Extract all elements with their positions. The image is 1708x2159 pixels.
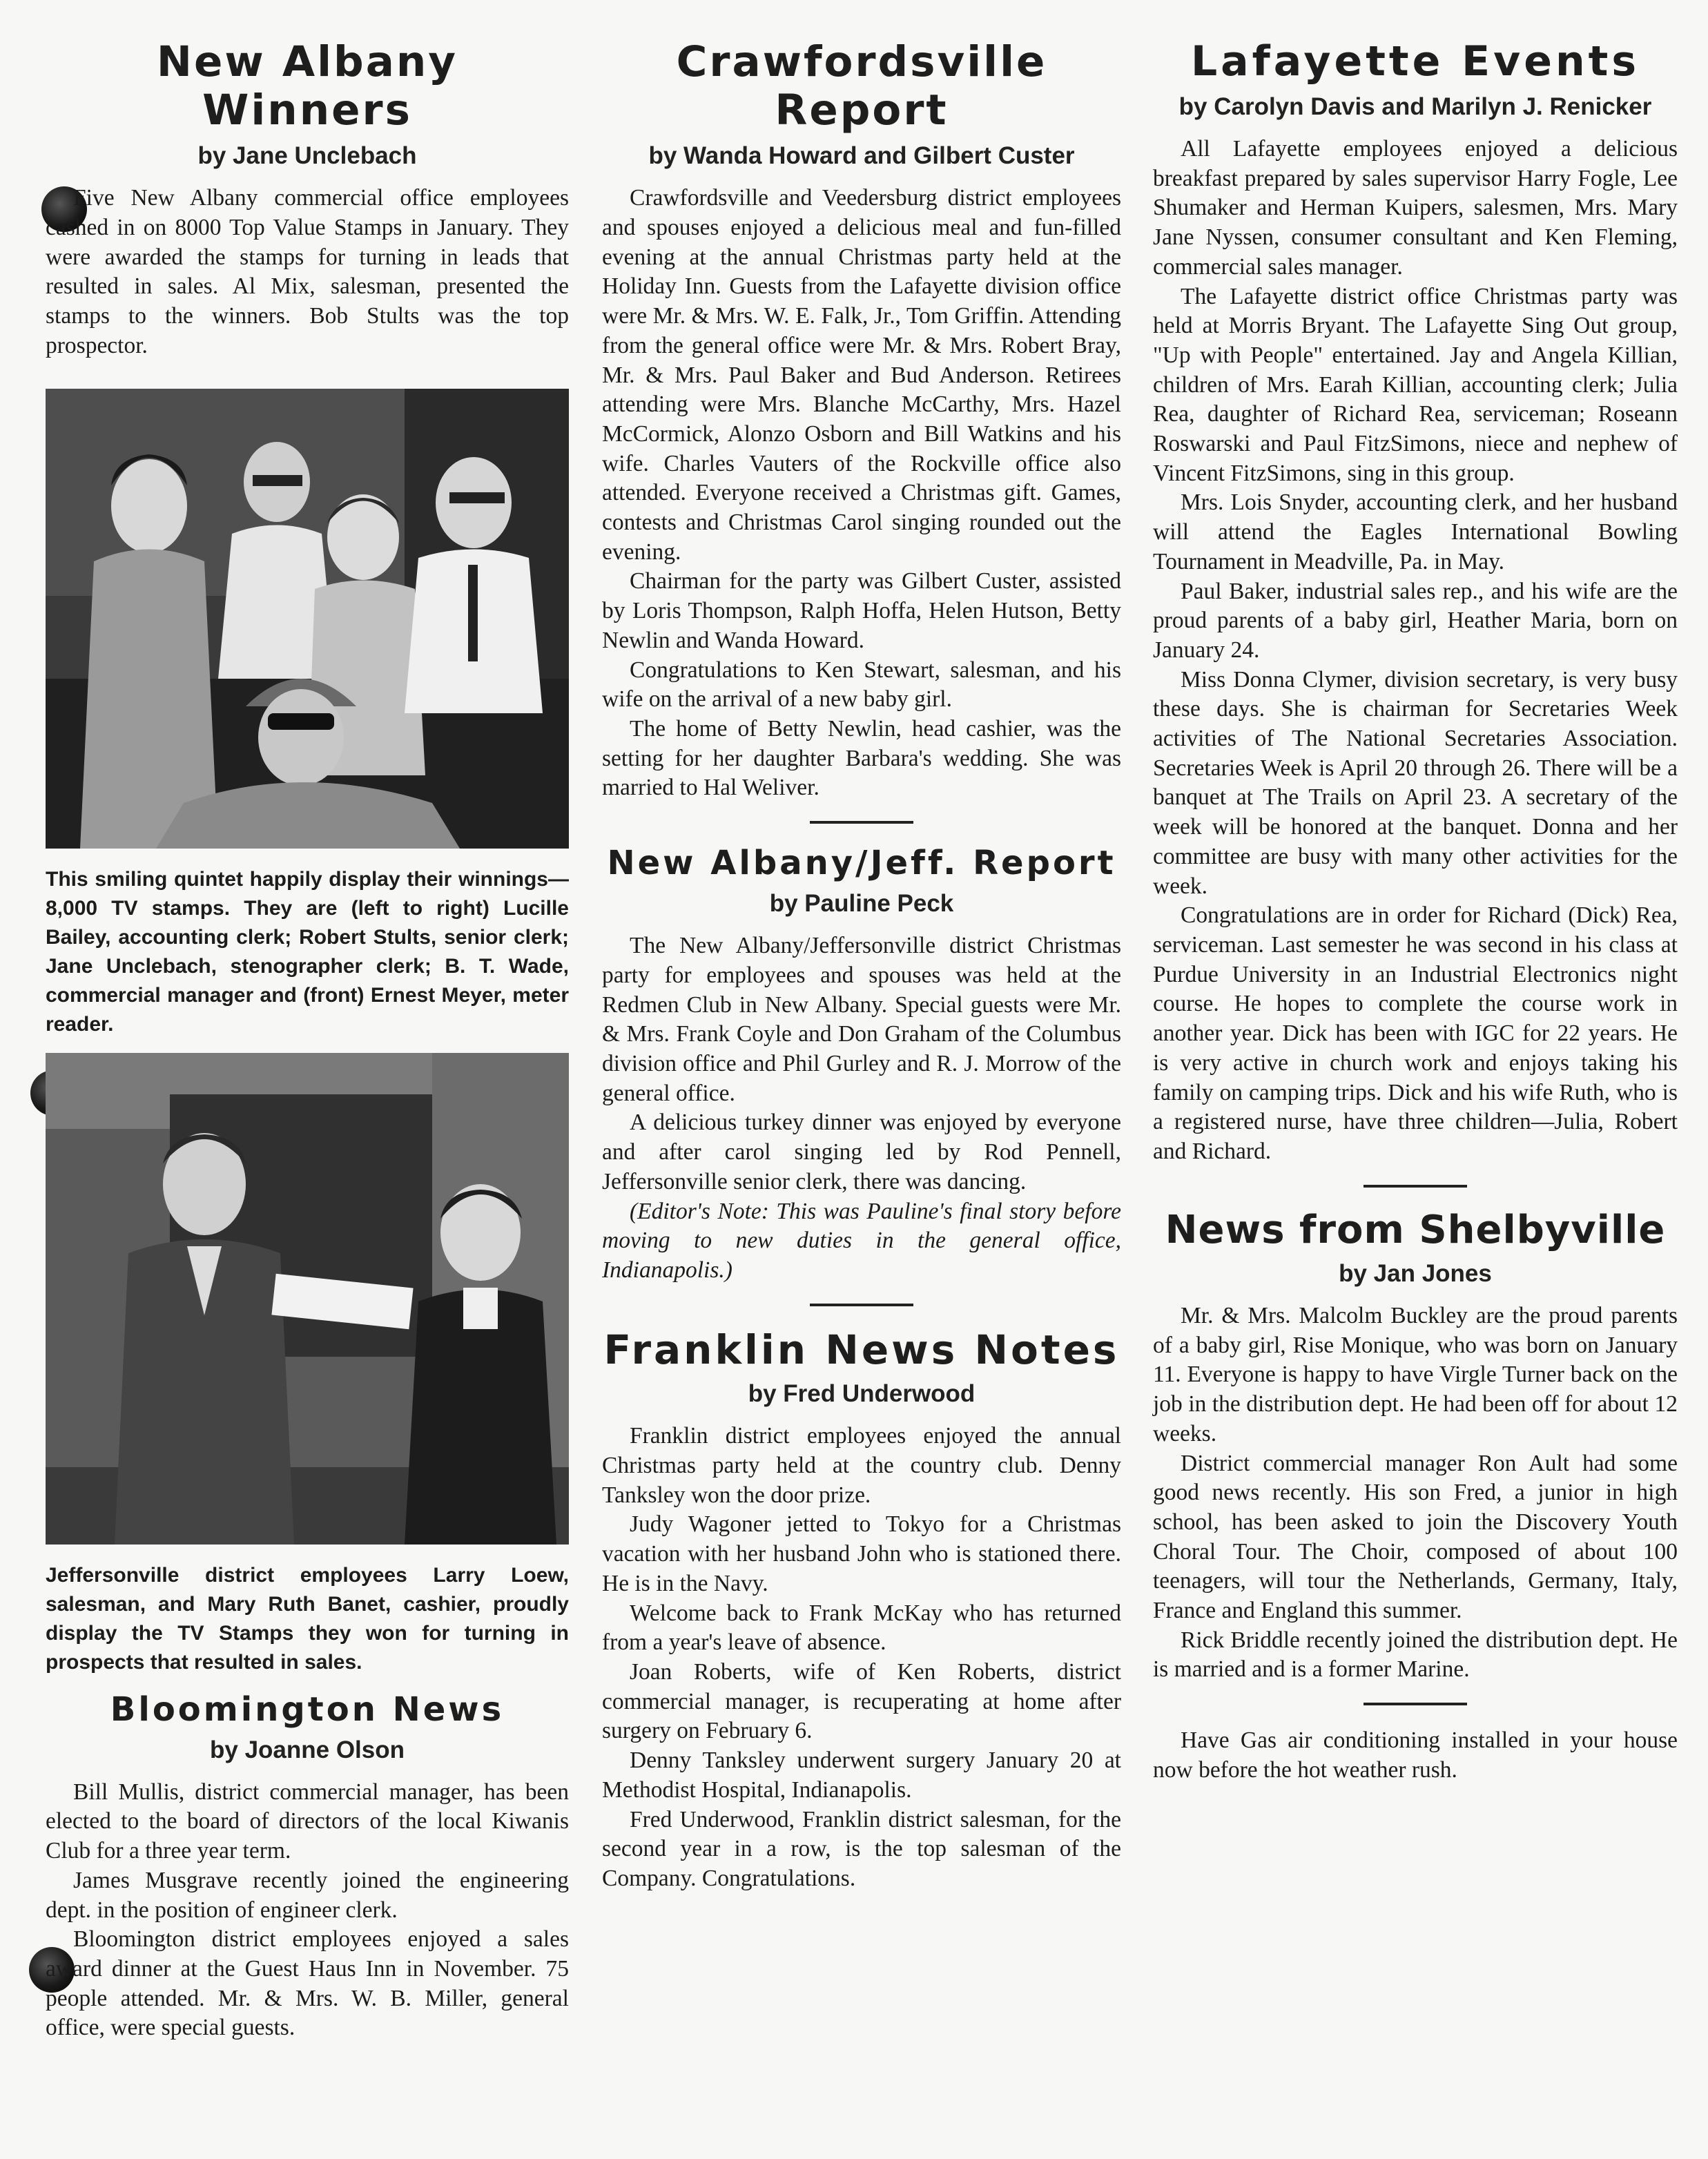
article-crawfordsville [602, 38, 1121, 803]
editors-note: (Editor's Note: This was Pauline's final story before moving to new duties in the general office, Indianapolis.) [602, 1198, 1121, 1283]
section-divider [1364, 1703, 1467, 1705]
paragraph: James Musgrave recently joined the engineering dept. in the position of engineer clerk. [46, 1867, 569, 1923]
paragraph: The New Albany/Jeffersonville district Christmas party for employees and spouses was held at the Redmen Club in New Albany. Special guests were Mr. & Mrs. Frank Coyle and Don Graham of the Columbus division office and Phil Gurley and R. J. Morrow of the general office. [602, 933, 1121, 1106]
article-title: New Albany/Jeff. Report [607, 844, 1116, 883]
article-new-albany-winners [46, 38, 569, 1677]
paragraph: Franklin district employees enjoyed the annual Christmas party held at the country club. Denny Tanksley won the door prize. [602, 1423, 1121, 1508]
article-body [46, 1778, 569, 2043]
article-body [602, 1422, 1121, 1893]
paragraph: A delicious turkey dinner was enjoyed by everyone and after carol singing led by Rod Pennell, Jeffersonville senior clerk, there was dancing. [602, 1110, 1121, 1194]
article-byline: by Joanne Olson [210, 1736, 405, 1763]
article-body [1153, 1301, 1678, 1685]
article-title: News from Shelbyville [1165, 1207, 1666, 1252]
article-title: Franklin News Notes [603, 1326, 1120, 1373]
article-body [602, 184, 1121, 803]
paragraph: Denny Tanksley underwent surgery January 20 at Methodist Hospital, Indianapolis. [602, 1747, 1121, 1803]
paragraph: Chairman for the party was Gilbert Custer, assisted by Loris Thompson, Ralph Hoffa, Helen Hutson, Betty Newlin and Wanda Howard. [602, 568, 1121, 653]
paragraph: Joan Roberts, wife of Ken Roberts, district commercial manager, is recuperating at home after surgery on February 6. [602, 1658, 1121, 1744]
photo-image [46, 1053, 569, 1545]
paragraph: Five New Albany commercial office employees cashed in on 8000 Top Value Stamps in January. They were awarded the stamps for turning in leads that resulted in sales. Al Mix, salesman, presented the stamps to the winners. Bob Stults was the top prospector. [46, 185, 569, 358]
article-shelbyville [1153, 1208, 1678, 1685]
paragraph: Miss Donna Clymer, division secretary, is very busy these days. She is chairman for Secretaries Week activities of The National Secretaries Association. Secretaries Week is April 20 through 26. There will be a banquet at The Trails on April 23. A secretary of the week will be honored at the banquet. Donna and her committee are busy with many other activities for the week. [1153, 666, 1678, 899]
article-byline: by Jan Jones [1339, 1260, 1492, 1287]
article-new-albany-jeff [602, 844, 1121, 1286]
article-byline: by Pauline Peck [769, 890, 954, 918]
paragraph: Congratulations are in order for Richard (Dick) Rea, serviceman. Last semester he was second in his class at Purdue University in an Industrial Electronics night course. He hopes to complete the course work in another year. Dick has been with IGC for 22 years. He is very active in church work and enjoys taking his family on camping trips. Dick and his wife Ruth, who is a registered nurse, have three children—Julia, Robert and Richard. [1153, 902, 1678, 1164]
article-title: Crawfordsville Report [676, 37, 1047, 135]
article-byline: by Wanda Howard and Gilbert Custer [648, 142, 1075, 170]
paragraph: Congratulations to Ken Stewart, salesman, and his wife on the arrival of a new baby girl. [602, 657, 1121, 713]
paragraph: Have Gas air conditioning installed in your house now before the hot weather rush. [1153, 1727, 1678, 1783]
paragraph: Judy Wagoner jetted to Tokyo for a Christmas vacation with her husband John who is stationed there. He is in the Navy. [602, 1511, 1121, 1596]
paragraph: Crawfordsville and Veedersburg district employees and spouses enjoyed a delicious meal and fun-filled evening at the annual Christmas party held at the Holiday Inn. Guests from the Lafayette division office were Mr. & Mrs. W. E. Falk, Jr., Tom Griffin. Attending from the general office were Mr. & Mrs. Robert Bray, Mr. & Mrs. Paul Baker and Bud Anderson. Retirees attending were Mrs. Blanche McCarthy, Mrs. Hazel McCormick, Alonzo Osborn and Bill Watkins and his wife. Charles Vauters of the Rockville office also attended. Everyone received a Christmas gift. Games, contests and Christmas Carol singing rounded out the evening. [602, 185, 1121, 565]
section-divider [1364, 1185, 1467, 1188]
article-lafayette [1153, 38, 1678, 1167]
photo-caption: Jeffersonville district employees Larry Loew, salesman, and Mary Ruth Banet, cashier, proudly display the TV Stamps they won for turning in prospects that resulted in sales. [46, 1563, 569, 1674]
paragraph: Mr. & Mrs. Malcolm Buckley are the proud parents of a baby girl, Rise Monique, who was born on January 11. Everyone is happy to have Virgle Turner back on the job in the distribution dept. He had been off for about 12 weeks. [1153, 1303, 1678, 1446]
photo-caption: This smiling quintet happily display their winnings—8,000 TV stamps. They are (left to right) Lucille Bailey, accounting clerk; Robert Stults, senior clerk; Jane Unclebach, stenographer clerk; B. T. Wade, commercial manager and (front) Ernest Meyer, meter reader. [46, 867, 569, 1036]
paragraph: The Lafayette district office Christmas party was held at Morris Bryant. The Lafayette Sing Out group, "Up with People" entertained. Jay and Angela Killian, children of Mrs. Earah Killian, accounting clerk; Julia Rea, daughter of Richard Rea, serviceman; Roseann Roswarski and Paul FitzSimons, niece and nephew of Vincent FitzSimons, sing in this group. [1153, 283, 1678, 486]
article-bloomington [46, 1691, 569, 2044]
article-byline: by Carolyn Davis and Marilyn J. Renicker [1178, 93, 1652, 120]
article-byline: by Fred Underwood [748, 1380, 976, 1408]
article-body [46, 184, 569, 360]
section-divider [810, 821, 913, 824]
column-right [1153, 38, 1678, 1785]
photo-image [46, 389, 569, 849]
paragraph: The home of Betty Newlin, head cashier, was the setting for her daughter Barbara's wedding. She was married to Hal Weliver. [602, 715, 1121, 801]
paragraph: District commercial manager Ron Ault had some good news recently. His son Fred, a junior in high school, has been asked to join the Discovery Youth Choral Tour. The Choir, composed of about 100 teenagers, will tour the Netherlands, Germany, Italy, France and England this summer. [1153, 1450, 1678, 1624]
paragraph: Mrs. Lois Snyder, accounting clerk, and her husband will attend the Eagles International Bowling Tournament in Meadville, Pa. in May. [1153, 490, 1678, 574]
article-byline: by Jane Unclebach [197, 142, 417, 170]
paragraph: Paul Baker, industrial sales rep., and his wife are the proud parents of a baby girl, Heather Maria, born on January 24. [1153, 578, 1678, 663]
photo-stamp-winners [46, 389, 569, 849]
article-title: Lafayette Events [1190, 37, 1640, 86]
article-title: Bloomington News [110, 1690, 505, 1729]
article-title: New Albany Winners [156, 37, 458, 135]
article-body [1153, 135, 1678, 1167]
paragraph: Bloomington district employees enjoyed a sales award dinner at the Guest Haus Inn in November. 75 people attended. Mr. & Mrs. W. B. Miller, general office, were special guests. [46, 1926, 569, 2041]
paragraph: Welcome back to Frank McKay who has returned from a year's leave of absence. [602, 1600, 1121, 1656]
column-middle [602, 38, 1121, 1894]
column-left [46, 38, 569, 2043]
paragraph: All Lafayette employees enjoyed a delicious breakfast prepared by sales supervisor Harry Fogle, Lee Shumaker and Herman Kuipers, salesmen, Mrs. Mary Jane Nyssen, consumer consultant and Ken Fleming, commercial sales manager. [1153, 136, 1678, 280]
paragraph: Rick Briddle recently joined the distribution dept. He is married and is a former Marine. [1153, 1627, 1678, 1683]
photo-stamp-presentation [46, 1053, 569, 1545]
paragraph: Bill Mullis, district commercial manager, has been elected to the board of directors of the local Kiwanis Club for a three year term. [46, 1779, 569, 1864]
paragraph: Fred Underwood, Franklin district salesman, for the second year in a row, is the top salesman of the Company. Congratulations. [602, 1806, 1121, 1891]
article-franklin [602, 1327, 1121, 1894]
section-divider [810, 1304, 913, 1306]
closing-note [1153, 1726, 1678, 1785]
article-body [602, 931, 1121, 1285]
